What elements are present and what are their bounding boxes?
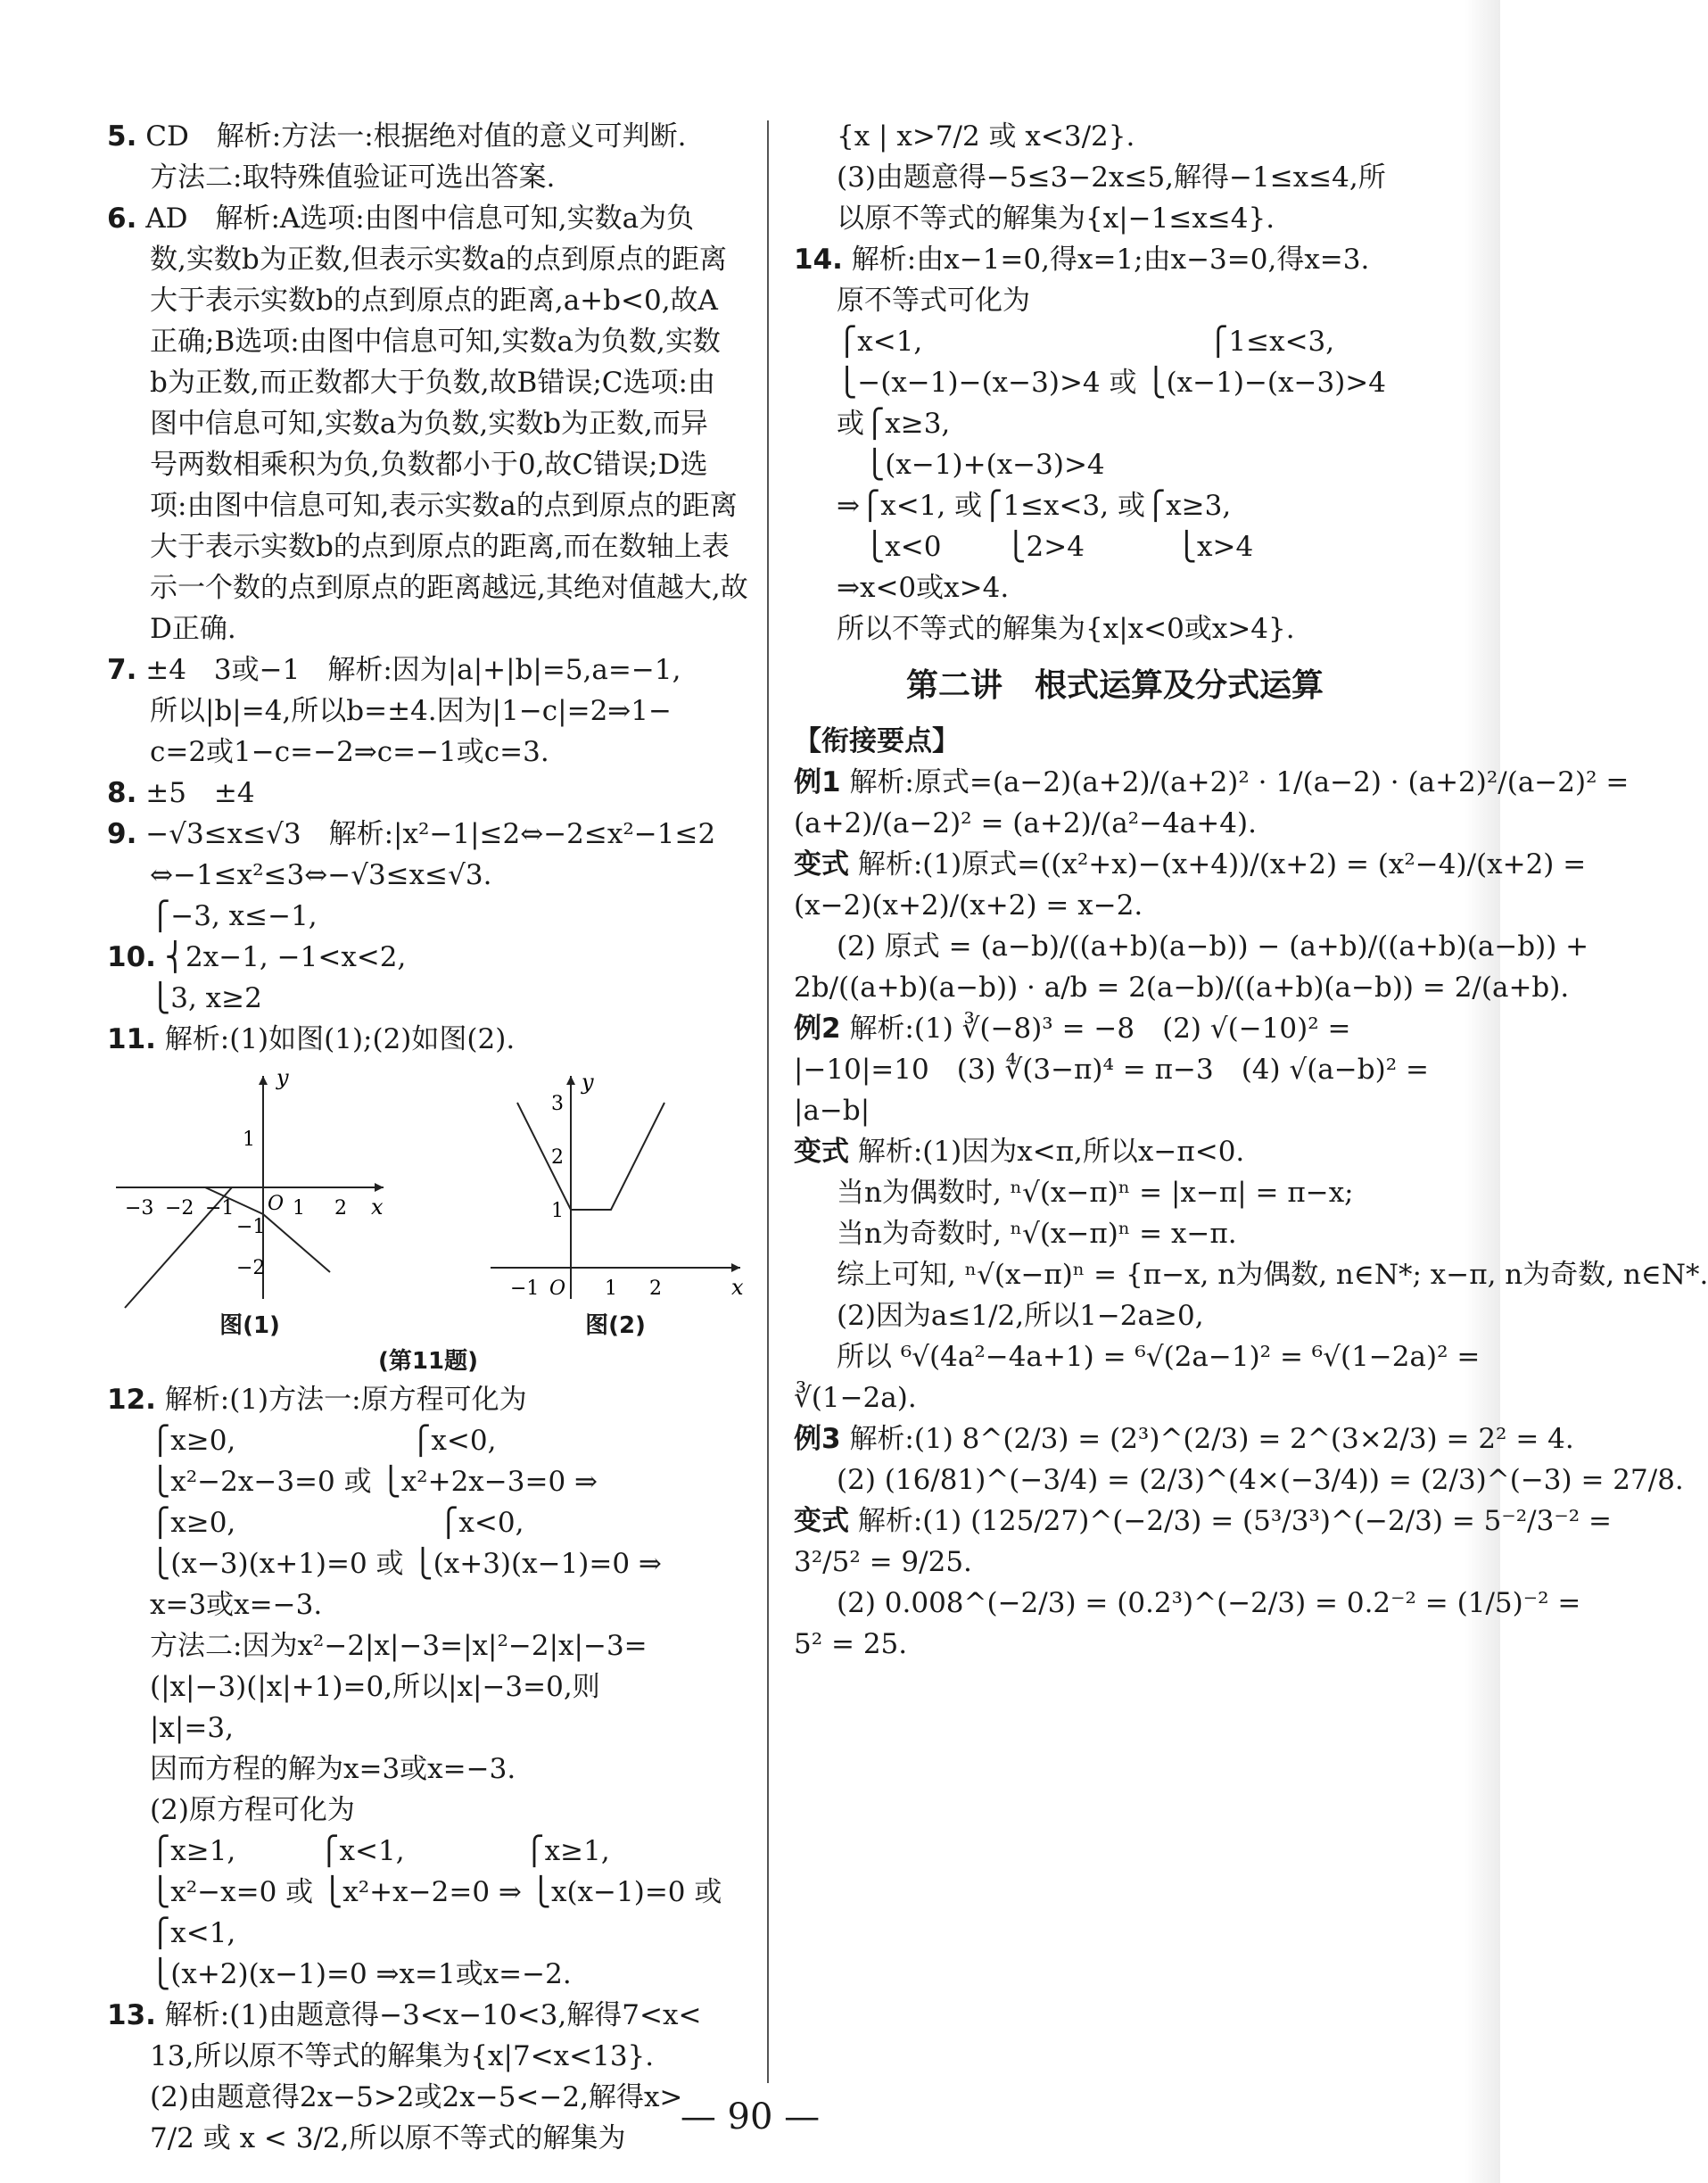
graph-2-ylabel: y bbox=[582, 1070, 594, 1095]
text-line bbox=[794, 198, 1436, 239]
text-line bbox=[107, 1666, 749, 1708]
text-line bbox=[107, 1584, 749, 1625]
line-text: ⎩x<0 ⎩2>4 ⎩x>4 bbox=[837, 531, 1254, 563]
line-text: 大于表示实数b的点到原点的距离,而在数轴上表 bbox=[150, 531, 730, 563]
line-text: (x−2)(x+2)/(x+2) = x−2. bbox=[794, 889, 1143, 922]
line-text: (2)原方程可化为 bbox=[150, 1794, 355, 1826]
item-number: 7. bbox=[107, 654, 137, 686]
line-text: ⎧x≥0, ⎧x<0, bbox=[150, 1425, 497, 1457]
graph-1-xtick: 2 bbox=[334, 1197, 347, 1220]
text-line bbox=[107, 116, 749, 157]
text-line bbox=[794, 1542, 1436, 1583]
graph-2-ytick: 3 bbox=[551, 1093, 564, 1115]
graph-1-y-arrow bbox=[259, 1076, 268, 1085]
subsection-heading: 【衔接要点】 bbox=[794, 725, 960, 757]
line-text: 7/2 或 x < 3/2,所以原不等式的解集为 bbox=[150, 2122, 626, 2154]
item-number: 11. bbox=[107, 1023, 156, 1055]
text-line bbox=[107, 239, 749, 280]
text-line bbox=[794, 721, 1436, 762]
item-number: 13. bbox=[107, 1999, 156, 2031]
text-line bbox=[107, 403, 749, 444]
graph-1-ytick: −2 bbox=[236, 1257, 266, 1279]
graph-1-caption: 图(1) bbox=[219, 1312, 280, 1339]
line-text: 原不等式可化为 bbox=[837, 285, 1030, 317]
text-line bbox=[794, 1090, 1436, 1131]
line-text: 解析:(1)原式=((x²+x)−(x+4))/(x+2) = (x²−4)/(x+2) = bbox=[857, 848, 1587, 881]
text-line bbox=[107, 1420, 749, 1461]
line-text: 解析:(1) (125/27)^(−2/3) = (5³/3³)^(−2/3) = 5⁻²/3⁻² = bbox=[857, 1505, 1612, 1537]
line-text: 大于表示实数b的点到原点的距离,a+b<0,故A bbox=[150, 285, 718, 317]
text-line bbox=[107, 444, 749, 485]
text-line bbox=[107, 1995, 749, 2036]
line-text: (3)由题意得−5≤3−2x≤5,解得−1≤x≤4,所 bbox=[837, 161, 1386, 194]
text-line bbox=[794, 885, 1436, 926]
left-column bbox=[107, 116, 749, 2159]
left-answers-bottom bbox=[107, 1379, 749, 2159]
line-text: 解析:(1)方法一:原方程可化为 bbox=[164, 1384, 527, 1416]
line-text: ⇒⎧x<1, 或⎧1≤x<3, 或⎧x≥3, bbox=[837, 490, 1232, 522]
line-text: ⎩−(x−1)−(x−3)>4 或 ⎩(x−1)−(x−3)>4 bbox=[837, 367, 1387, 399]
graph-1-ylabel: y bbox=[276, 1065, 289, 1090]
line-text: 当n为偶数时, ⁿ√(x−π)ⁿ = |x−π| = π−x; bbox=[837, 1177, 1354, 1209]
line-text: 方法二:因为x²−2|x|−3=|x|²−2|x|−3= bbox=[150, 1630, 648, 1662]
line-text: ⎩3, x≥2 bbox=[150, 982, 262, 1014]
item-number: 6. bbox=[107, 203, 137, 235]
line-text: ±4 3或−1 解析:因为|a|+|b|=5,a=−1, bbox=[145, 654, 681, 686]
graph-1-xtick: 1 bbox=[293, 1197, 305, 1220]
text-line bbox=[107, 2036, 749, 2077]
graph-1-x-arrow bbox=[375, 1183, 384, 1192]
text-line bbox=[107, 321, 749, 362]
graph-2-ytick: 2 bbox=[551, 1146, 564, 1169]
line-text: ∛(1−2a). bbox=[794, 1382, 917, 1414]
line-text: 示一个数的点到原点的距离越远,其绝对值越大,故 bbox=[150, 572, 748, 604]
text-line bbox=[794, 1336, 1481, 1377]
item-number: 例1 bbox=[794, 766, 841, 798]
line-text: ⎧x≥1, ⎧x<1, ⎧x≥1, bbox=[150, 1835, 610, 1867]
text-line bbox=[107, 1708, 749, 1749]
graph-2-x-arrow bbox=[731, 1263, 740, 1272]
text-line bbox=[107, 1543, 749, 1584]
line-text: 数,实数b为正数,但表示实数a的点到原点的距离 bbox=[150, 244, 728, 276]
text-line bbox=[794, 844, 1587, 885]
item-number: 8. bbox=[107, 777, 137, 809]
text-line bbox=[107, 567, 749, 608]
graph-1-ytick: −1 bbox=[236, 1216, 266, 1238]
line-text: 解析:原式=(a−2)(a+2)/(a+2)² · 1/(a−2) · (a+2)²/(a−2)² = bbox=[849, 766, 1630, 798]
line-text: |−10|=10 (3) ∜(3−π)⁴ = π−3 (4) √(a−b)² = bbox=[794, 1054, 1429, 1086]
line-text: 所以 ⁶√(4a²−4a+1) = ⁶√(2a−1)² = ⁶√(1−2a)² = bbox=[837, 1341, 1481, 1373]
line-text: ⎩(x−1)+(x−3)>4 bbox=[837, 449, 1105, 481]
text-line bbox=[107, 1019, 749, 1060]
page-number: — 90 — bbox=[680, 2096, 821, 2138]
line-text: ⎧x≥0, ⎧x<0, bbox=[150, 1507, 524, 1539]
line-text: 或⎧x≥3, bbox=[837, 408, 951, 440]
text-line bbox=[107, 1379, 749, 1420]
text-line bbox=[107, 937, 749, 978]
item-number: 变式 bbox=[794, 1136, 849, 1168]
line-text: 正确;B选项:由图中信息可知,实数a为负数,实数 bbox=[150, 326, 721, 358]
line-text: {x | x>7/2 或 x<3/2}. bbox=[837, 120, 1135, 153]
item-number: 14. bbox=[794, 244, 843, 276]
text-line bbox=[794, 567, 1436, 608]
graph-1-origin: O bbox=[268, 1193, 285, 1215]
graph-2-xtick: 1 bbox=[605, 1278, 617, 1300]
text-line bbox=[107, 157, 749, 198]
graph-1 bbox=[107, 1067, 392, 1344]
text-line bbox=[794, 1418, 1574, 1459]
line-text: 当n为奇数时, ⁿ√(x−π)ⁿ = x−π. bbox=[837, 1218, 1237, 1250]
line-text: 综上可知, ⁿ√(x−π)ⁿ = {π−x, n为偶数, n∈N*; x−π, n为奇数, n∈N*. bbox=[837, 1259, 1708, 1291]
text-line bbox=[107, 362, 749, 403]
line-text: 解析:(1)因为x<π,所以x−π<0. bbox=[857, 1136, 1245, 1168]
line-text: x=3或x=−3. bbox=[150, 1589, 323, 1621]
line-text: 所以|b|=4,所以b=±4.因为|1−c|=2⇒1− bbox=[150, 695, 672, 727]
line-text: 解析:(1)由题意得−3<x−10<3,解得7<x< bbox=[164, 1999, 702, 2031]
text-line bbox=[107, 690, 749, 732]
text-line bbox=[107, 485, 749, 526]
graph-2-y-arrow bbox=[566, 1076, 575, 1085]
text-line bbox=[107, 732, 749, 773]
text-line bbox=[794, 1624, 1436, 1665]
graph-1-ytick: 1 bbox=[243, 1129, 255, 1151]
text-line bbox=[107, 855, 749, 896]
item-number: 变式 bbox=[794, 848, 849, 881]
graph-2-xlabel: x bbox=[731, 1275, 744, 1300]
text-line bbox=[107, 1502, 749, 1543]
text-line bbox=[107, 649, 749, 690]
text-line bbox=[794, 926, 1589, 967]
text-line bbox=[107, 1872, 749, 1913]
text-line bbox=[794, 762, 1630, 803]
text-line bbox=[794, 1295, 1436, 1336]
item-number: 例2 bbox=[794, 1013, 841, 1045]
line-text: 13,所以原不等式的解集为{x|7<x<13}. bbox=[150, 2040, 655, 2072]
item-number: 5. bbox=[107, 120, 137, 153]
line-text: 解析:(1)如图(1);(2)如图(2). bbox=[164, 1023, 516, 1055]
text-line bbox=[794, 608, 1436, 649]
line-text: |a−b| bbox=[794, 1095, 871, 1127]
column-divider bbox=[767, 120, 769, 2083]
text-line bbox=[107, 1461, 749, 1502]
text-line bbox=[794, 1583, 1581, 1624]
text-line bbox=[794, 444, 1436, 485]
text-line bbox=[794, 362, 1436, 403]
text-line bbox=[794, 1459, 1684, 1501]
line-text: b为正数,而正数都大于负数,故B错误;C选项:由 bbox=[150, 367, 715, 399]
text-line bbox=[794, 526, 1436, 567]
right-answers-bottom bbox=[794, 721, 1708, 1665]
text-line bbox=[794, 1131, 1436, 1172]
text-line bbox=[107, 896, 749, 937]
text-line bbox=[107, 1790, 749, 1831]
line-text: ⎧x<1, ⎧1≤x<3, bbox=[837, 326, 1335, 358]
text-line bbox=[794, 321, 1436, 362]
graph-2-caption: 图(2) bbox=[585, 1312, 646, 1339]
line-text: 解析:(1) ∛(−8)³ = −8 (2) √(−10)² = bbox=[849, 1013, 1351, 1045]
text-line bbox=[107, 978, 749, 1019]
text-line bbox=[107, 814, 749, 855]
line-text: CD 解析:方法一:根据绝对值的意义可判断. bbox=[145, 120, 687, 153]
line-text: AD 解析:A选项:由图中信息可知,实数a为负 bbox=[145, 203, 695, 235]
line-text: D正确. bbox=[150, 613, 236, 645]
line-text: ⎩(x+2)(x−1)=0 ⇒x=1或x=−2. bbox=[150, 1958, 572, 1990]
line-text: (2) 0.008^(−2/3) = (0.2³)^(−2/3) = 0.2⁻² = (1/5)⁻² = bbox=[837, 1587, 1581, 1619]
graph-1-xtick: −3 bbox=[125, 1197, 154, 1220]
text-line bbox=[107, 773, 749, 814]
line-text: 以原不等式的解集为{x|−1≤x≤4}. bbox=[837, 203, 1275, 235]
item-number: 10. bbox=[107, 941, 156, 973]
line-text: ⎩x²−x=0 或 ⎩x²+x−2=0 ⇒ ⎩x(x−1)=0 或 bbox=[150, 1876, 722, 1908]
line-text: 解析:(1) 8^(2/3) = (2³)^(2/3) = 2^(3×2/3) = 2² = 4. bbox=[849, 1423, 1574, 1455]
item-number: 例3 bbox=[794, 1423, 841, 1455]
line-text: 图中信息可知,实数a为负数,实数b为正数,而异 bbox=[150, 408, 708, 440]
text-line bbox=[794, 1049, 1436, 1090]
graph-1-xtick: −1 bbox=[205, 1197, 235, 1220]
text-line bbox=[794, 1254, 1708, 1295]
text-line bbox=[107, 608, 749, 649]
graph-1-xlabel: x bbox=[371, 1195, 384, 1220]
graph-2-svg bbox=[482, 1067, 749, 1308]
text-line bbox=[107, 1913, 749, 1954]
line-text: 号两数相乘积为负,负数都小于0,故C错误;D选 bbox=[150, 449, 708, 481]
text-line bbox=[794, 116, 1436, 157]
graphs-row bbox=[107, 1067, 749, 1344]
graph-2-ytick: 1 bbox=[551, 1200, 564, 1222]
text-line bbox=[794, 485, 1436, 526]
item-number: 12. bbox=[107, 1384, 156, 1416]
text-line bbox=[107, 1625, 749, 1666]
right-column bbox=[794, 116, 1708, 1665]
line-text: (2) 原式 = (a−b)/((a+b)(a−b)) − (a+b)/((a+b)(a−b)) + bbox=[837, 930, 1589, 963]
line-text: (2)由题意得2x−5>2或2x−5<−2,解得x> bbox=[150, 2081, 683, 2113]
line-text: ±5 ±4 bbox=[145, 777, 255, 809]
text-line bbox=[794, 1501, 1612, 1542]
line-text: ⎧x<1, bbox=[150, 1917, 236, 1949]
line-text: 所以不等式的解集为{x|x<0或x>4}. bbox=[837, 613, 1295, 645]
line-text: ⎩(x−3)(x+1)=0 或 ⎩(x+3)(x−1)=0 ⇒ bbox=[150, 1548, 662, 1580]
item-number: 变式 bbox=[794, 1505, 849, 1537]
section-title: 第二讲 根式运算及分式运算 bbox=[905, 667, 1324, 704]
right-answers-top bbox=[794, 116, 1436, 649]
text-line bbox=[794, 1172, 1436, 1213]
line-text: 项:由图中信息可知,表示实数a的点到原点的距离 bbox=[150, 490, 738, 522]
text-line bbox=[794, 803, 1436, 844]
line-text: ⎨2x−1, −1<x<2, bbox=[164, 941, 407, 973]
text-line bbox=[794, 280, 1436, 321]
line-text: |x|=3, bbox=[150, 1712, 234, 1744]
graph-1-svg bbox=[107, 1067, 392, 1308]
graph-2-origin: O bbox=[549, 1278, 566, 1300]
line-text: ⎧−3, x≤−1, bbox=[150, 900, 318, 932]
text-line bbox=[794, 1008, 1436, 1049]
graph-2-xtick: −1 bbox=[510, 1278, 540, 1300]
line-text: 解析:由x−1=0,得x=1;由x−3=0,得x=3. bbox=[851, 244, 1370, 276]
text-line bbox=[794, 239, 1436, 280]
line-text: 5² = 25. bbox=[794, 1628, 908, 1660]
text-line bbox=[794, 1213, 1436, 1254]
graph-2 bbox=[482, 1067, 749, 1344]
item-number: 9. bbox=[107, 818, 137, 850]
line-text: c=2或1−c=−2⇒c=−1或c=3. bbox=[150, 736, 549, 768]
line-text: ⇒x<0或x>4. bbox=[837, 572, 1010, 604]
graph-2-curve bbox=[517, 1103, 664, 1210]
text-line bbox=[107, 1954, 749, 1995]
graph-1-xtick: −2 bbox=[165, 1197, 194, 1220]
text-line bbox=[794, 403, 1436, 444]
line-text: 3²/5² = 9/25. bbox=[794, 1546, 972, 1578]
text-line bbox=[107, 1749, 749, 1790]
text-line bbox=[794, 1377, 1436, 1418]
line-text: 2b/((a+b)(a−b)) · a/b = 2(a−b)/((a+b)(a−b)) = 2/(a+b). bbox=[794, 972, 1570, 1004]
line-text: ⎩x²−2x−3=0 或 ⎩x²+2x−3=0 ⇒ bbox=[150, 1466, 598, 1498]
line-text: 因而方程的解为x=3或x=−3. bbox=[150, 1753, 516, 1785]
text-line bbox=[107, 198, 749, 239]
line-text: (|x|−3)(|x|+1)=0,所以|x|−3=0,则 bbox=[150, 1671, 600, 1703]
line-text: (2)因为a≤1/2,所以1−2a≥0, bbox=[837, 1300, 1204, 1332]
line-text: (a+2)/(a−2)² = (a+2)/(a²−4a+4). bbox=[794, 807, 1257, 839]
line-text: −√3≤x≤√3 解析:|x²−1|≤2⇔−2≤x²−1≤2 bbox=[145, 818, 716, 850]
text-line bbox=[107, 280, 749, 321]
line-text: ⇔−1≤x²≤3⇔−√3≤x≤√3. bbox=[150, 859, 492, 891]
line-text: 方法二:取特殊值验证可选出答案. bbox=[150, 161, 556, 194]
graph-2-xtick: 2 bbox=[649, 1278, 662, 1300]
page-edge bbox=[1465, 0, 1500, 2183]
text-line bbox=[794, 967, 1570, 1008]
left-answers-top bbox=[107, 116, 749, 1060]
text-line bbox=[794, 157, 1436, 198]
text-line bbox=[107, 1831, 749, 1872]
line-text: (2) (16/81)^(−3/4) = (2/3)^(4×(−3/4)) = (2/3)^(−3) = 27/8. bbox=[837, 1464, 1684, 1496]
text-line bbox=[107, 526, 749, 567]
figure-caption: (第11题) bbox=[378, 1348, 478, 1375]
